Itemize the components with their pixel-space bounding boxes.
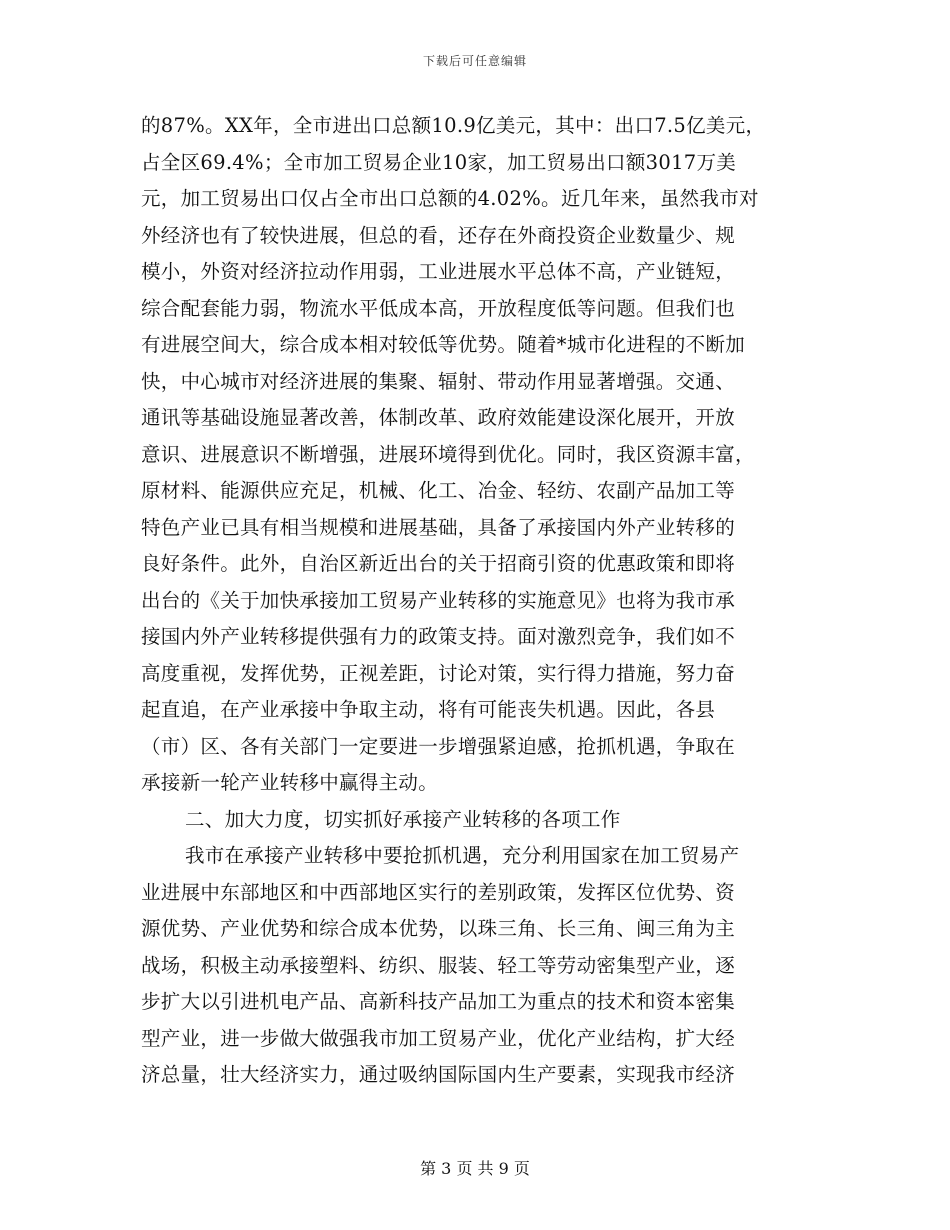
text-line: 济总量，壮大经济实力，通过吸纳国际国内生产要素，实现我市经济 <box>141 1063 736 1086</box>
text-line: 外经济也有了较快进展，但总的看，还存在外商投资企业数量少、规 <box>141 223 736 247</box>
text-line: 战场，积极主动承接塑料、纺织、服装、轻工等劳动密集型产业，逐 <box>141 953 736 977</box>
text-line: 综合配套能力弱，物流水平低成本高，开放程度低等问题。但我们也 <box>141 296 736 320</box>
text-line: 原材料、能源供应充足，机械、化工、冶金、轻纺、农副产品加工等 <box>141 479 736 502</box>
page-header: 下载后可任意编辑 <box>422 54 527 68</box>
text-line: 承接新一轮产业转移中赢得主动。 <box>141 771 439 794</box>
text-line: 源优势、产业优势和综合成本优势，以珠三角、长三角、闽三角为主 <box>141 917 736 940</box>
text-line: 业进展中东部地区和中西部地区实行的差别政策，发挥区位优势、资 <box>141 880 736 904</box>
text-line: 有进展空间大，综合成本相对较低等优势。随着*城市化进程的不断加 <box>141 333 746 356</box>
page-number-footer: 第 3 页 共 9 页 <box>420 1159 530 1178</box>
text-line: 模小，外资对经济拉动作用弱，工业进展水平总体不高，产业链短， <box>141 260 736 283</box>
text-line: 出台的《关于加快承接加工贸易产业转移的实施意见》也将为我市承 <box>141 588 736 612</box>
text-line: 特色产业已具有相当规模和进展基础，具备了承接国内外产业转移的 <box>141 515 736 539</box>
paragraph-first-line: 我市在承接产业转移中要抢抓机遇，充分利用国家在加工贸易产 <box>185 844 740 867</box>
text-line: 型产业，进一步做大做强我市加工贸易产业，优化产业结构，扩大经 <box>141 1026 736 1050</box>
text-line: 的87%。XX年，全市进出口总额10.9亿美元，其中：出口7.5亿美元， <box>141 114 766 137</box>
text-line: 元，加工贸易出口仅占全市出口总额的4.02%。近几年来，虽然我市对 <box>141 187 759 210</box>
document-body <box>141 108 821 1094</box>
text-line: 通讯等基础设施显著改善，体制改革、政府效能建设深化展开，开放 <box>141 406 736 429</box>
text-line: 意识、进展意识不断增强，进展环境得到优化。同时，我区资源丰富， <box>141 442 755 466</box>
text-line: 接国内外产业转移提供强有力的政策支持。面对激烈竞争，我们如不 <box>141 625 736 648</box>
section-heading: 二、加大力度，切实抓好承接产业转移的各项工作 <box>185 807 621 831</box>
text-line: 快，中心城市对经济进展的集聚、辐射、带动作用显著增强。交通、 <box>141 369 736 393</box>
text-line: 起直追，在产业承接中争取主动，将有可能丧失机遇。因此，各县 <box>141 698 716 721</box>
text-line: 良好条件。此外，自治区新近出台的关于招商引资的优惠政策和即将 <box>141 552 736 575</box>
text-line: （市）区、各有关部门一定要进一步增强紧迫感，抢抓机遇，争取在 <box>141 734 736 758</box>
text-line: 高度重视，发挥优势，正视差距，讨论对策，实行得力措施，努力奋 <box>141 661 736 685</box>
text-line: 占全区69.4%；全市加工贸易企业10家，加工贸易出口额3017万美 <box>141 150 737 174</box>
text-line: 步扩大以引进机电产品、高新科技产品加工为重点的技术和资本密集 <box>141 990 736 1013</box>
